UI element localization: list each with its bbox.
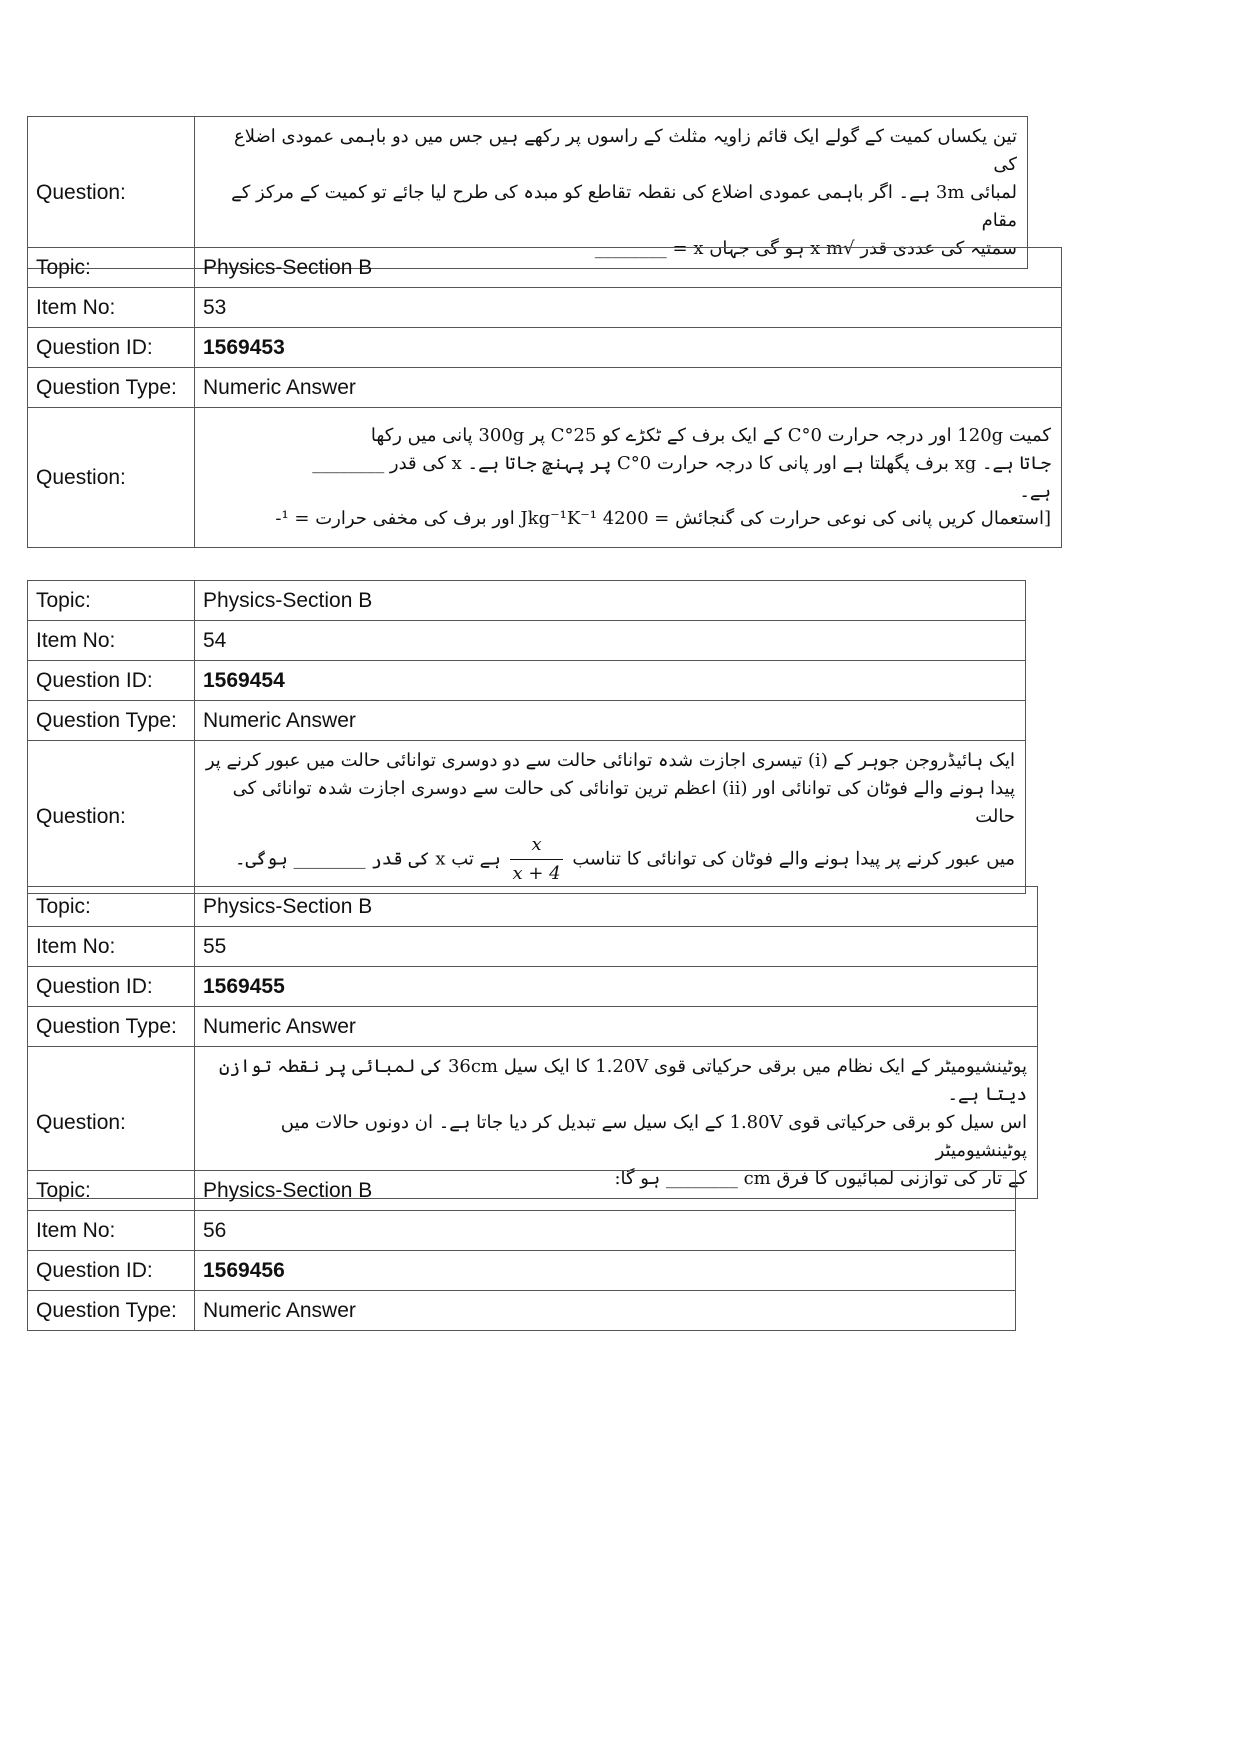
item-no-value: 53 (195, 288, 1062, 328)
question-label: Question: (28, 1047, 195, 1199)
question-line: پوٹینشیومیٹر کے ایک نظام میں برقی حرکیاتی قوی 1.20V کا ایک سیل 36cm کی لمبائی پر نقطہ توازن دیتا ہے۔ (218, 1056, 1027, 1105)
question-line: کمیت 120g اور درجہ حرارت 0°C کے ایک برف کے ٹکڑے کو 25°C پر 300g پانی میں رکھا (370, 424, 1051, 446)
question-line: اس سیل کو برقی حرکیاتی قوی 1.80V کے ایک سیل سے تبدیل کر دیا جاتا ہے۔ ان دونوں حالات میں پوٹینشیومیٹر (280, 1111, 1027, 1161)
question-label: Question: (28, 741, 195, 894)
question-id-label: Question ID: (28, 661, 195, 701)
question-type-value: Numeric Answer (195, 701, 1026, 741)
question-type-value: Numeric Answer (195, 1291, 1016, 1331)
question-table-53 (27, 247, 1062, 548)
question-type-label: Question Type: (28, 1291, 195, 1331)
question-line-start: میں عبور کرنے پر پیدا ہونے والے فوٹان کی توانائی کا تناسب (572, 848, 1015, 870)
question-table-56 (27, 1170, 1016, 1331)
question-id-label: Question ID: (28, 967, 195, 1007)
topic-label: Topic: (28, 248, 195, 288)
item-no-value: 55 (195, 927, 1038, 967)
question-id-value: 1569456 (195, 1251, 1016, 1291)
topic-label: Topic: (28, 1171, 195, 1211)
question-line: لمبائی 3m ہے۔ اگر باہمی عمودی اضلاع کی نقطہ تقاطع کو مبدہ کی طرح لیا جائے تو کمیت کے مرکز کے مقام (231, 181, 1017, 231)
question-label: Question: (28, 408, 195, 548)
question-type-label: Question Type: (28, 1007, 195, 1047)
fraction-denominator: x + 4 (512, 862, 561, 884)
question-line: پیدا ہونے والے فوٹان کی توانائی اور (ii) اعظم ترین توانائی کی حالت سے دوسری اجازت شدہ توانائی کی حالت (232, 777, 1015, 827)
question-line-end: ہے تب x کی قدر ________ ہوگی۔ (235, 848, 501, 870)
question-type-value: Numeric Answer (195, 368, 1062, 408)
question-line: جاتا ہے۔ xg برف پگھلتا ہے اور پانی کا درجہ حرارت 0°C پر پہنچ جاتا ہے۔ x کی قدر ________ (312, 452, 1051, 474)
fraction (510, 831, 562, 888)
question-id-value: 1569453 (195, 328, 1062, 368)
item-no-label: Item No: (28, 621, 195, 661)
question-line: ہے۔ (1019, 480, 1051, 502)
question-table-54 (27, 580, 1026, 894)
topic-value: Physics-Section B (195, 887, 1038, 927)
question-type-value: Numeric Answer (195, 1007, 1038, 1047)
question-line (205, 831, 1015, 888)
topic-label: Topic: (28, 581, 195, 621)
item-no-label: Item No: (28, 1211, 195, 1251)
question-line: کے تار کی توازنی لمبائیوں کا فرق cm ________ ہو گا: (614, 1167, 1027, 1189)
question-table-55 (27, 886, 1038, 1199)
question-id-label: Question ID: (28, 328, 195, 368)
item-no-value: 54 (195, 621, 1026, 661)
question-type-label: Question Type: (28, 368, 195, 408)
question-type-label: Question Type: (28, 701, 195, 741)
item-no-value: 56 (195, 1211, 1016, 1251)
question-text (195, 741, 1026, 894)
topic-label: Topic: (28, 887, 195, 927)
fraction-numerator: x (510, 831, 562, 860)
question-id-value: 1569455 (195, 967, 1038, 1007)
item-no-label: Item No: (28, 288, 195, 328)
question-line: سمتیہ کی عددی قدر √x m ہو گی جہاں x = ________ (594, 237, 1017, 259)
topic-value: Physics-Section B (195, 581, 1026, 621)
question-line: ایک ہائیڈروجن جوہر کے (i) تیسری اجازت شدہ توانائی حالت سے دو دوسری توانائی حالت میں عبور کرنے پر (205, 750, 1015, 771)
question-label: Question: (28, 117, 195, 269)
topic-value: Physics-Section B (195, 248, 1062, 288)
question-line: تین یکساں کمیت کے گولے ایک قائم زاویہ مثلث کے راسوں پر رکھے ہیں جس میں دو باہمی عمودی اضلاع کی (234, 126, 1017, 175)
item-no-label: Item No: (28, 927, 195, 967)
question-id-value: 1569454 (195, 661, 1026, 701)
question-text (195, 408, 1062, 548)
question-id-label: Question ID: (28, 1251, 195, 1291)
topic-value: Physics-Section B (195, 1171, 1016, 1211)
question-line: [استعمال کریں پانی کی نوعی حرارت کی گنجائش = 4200 Jkg⁻¹K⁻¹ اور برف کی مخفی حرارت = ¹- (275, 508, 1051, 530)
